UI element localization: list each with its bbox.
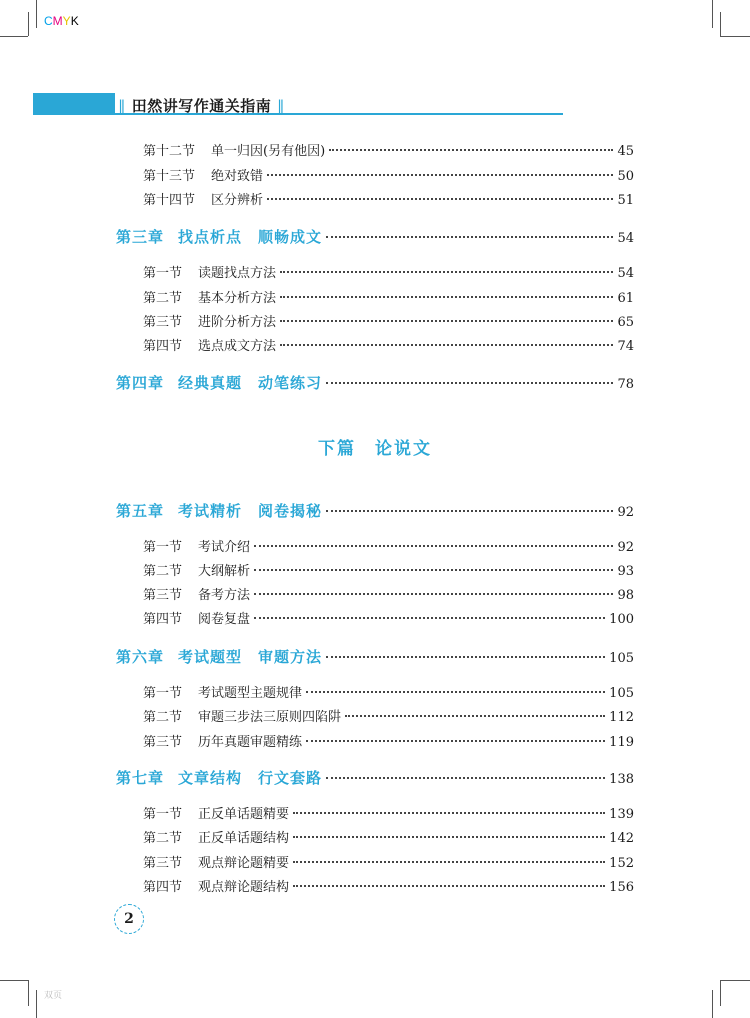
toc-entry[interactable] — [143, 165, 634, 184]
page-ref: 93 — [617, 564, 634, 579]
section-number: 第二节 — [143, 291, 183, 306]
section-number: 第十四节 — [143, 193, 196, 208]
toc-entry[interactable] — [143, 706, 634, 725]
page-ref: 78 — [617, 377, 634, 392]
toc-entry[interactable] — [143, 262, 634, 281]
page-ref: 139 — [609, 807, 634, 822]
chapter-title: 考试精析 阅卷揭秘 — [178, 502, 323, 520]
section-title: 选点成文方法 — [198, 339, 277, 354]
book-title: 田然讲写作通关指南 — [131, 97, 272, 115]
page-number: 2 — [124, 911, 134, 927]
section-title: 观点辩论题结构 — [198, 880, 290, 895]
page-ref: 105 — [609, 686, 634, 701]
cmyk-k: K — [70, 14, 79, 28]
dot-leader — [293, 885, 605, 887]
page-ref: 50 — [617, 169, 634, 184]
section-title: 审题三步法三原则四陷阱 — [198, 710, 342, 725]
dot-leader — [293, 812, 605, 814]
section-number: 第一节 — [143, 807, 183, 822]
page-ref: 92 — [617, 540, 634, 555]
crop-mark — [720, 980, 750, 981]
crop-mark — [0, 980, 28, 981]
page-ref: 51 — [617, 193, 634, 208]
toc-entry[interactable] — [143, 827, 634, 846]
toc-chapter-entry[interactable] — [116, 226, 634, 247]
chapter-title: 考试题型 审题方法 — [178, 648, 323, 666]
crop-mark — [28, 12, 29, 36]
dot-leader — [326, 777, 605, 779]
toc-entry[interactable] — [143, 140, 634, 159]
section-number: 第二节 — [143, 710, 183, 725]
section-number: 第四节 — [143, 339, 183, 354]
cmyk-c: C — [44, 14, 53, 28]
crop-mark — [712, 0, 713, 28]
section-number: 第二节 — [143, 831, 183, 846]
page-ref: 45 — [617, 144, 634, 159]
page-ref: 138 — [609, 772, 634, 787]
dot-leader — [280, 320, 613, 322]
header-bars-right: ‖ — [276, 97, 285, 115]
cmyk-m: M — [52, 14, 63, 28]
chapter-number: 第七章 — [116, 769, 165, 787]
dot-leader — [254, 569, 613, 571]
page-ref: 105 — [609, 651, 634, 666]
section-number: 第一节 — [143, 266, 183, 281]
section-number: 第二节 — [143, 564, 183, 579]
toc-entry[interactable] — [143, 584, 634, 603]
dot-leader — [345, 715, 605, 717]
toc-entry[interactable] — [143, 608, 634, 627]
page-ref: 152 — [609, 856, 634, 871]
toc-entry[interactable] — [143, 287, 634, 306]
page-ref: 61 — [617, 291, 634, 306]
page-ref: 98 — [617, 588, 634, 603]
chapter-title: 经典真题 动笔练习 — [178, 374, 323, 392]
toc-entry[interactable] — [143, 560, 634, 579]
crop-mark — [36, 990, 37, 1018]
section-title: 历年真题审题精练 — [198, 735, 303, 750]
section-title: 考试介绍 — [198, 540, 251, 555]
dot-leader — [329, 149, 613, 151]
section-title: 正反单话题精要 — [198, 807, 290, 822]
toc-entry[interactable] — [143, 536, 634, 555]
toc-entry[interactable] — [143, 876, 634, 895]
dot-leader — [326, 236, 613, 238]
dot-leader — [254, 593, 613, 595]
section-title: 正反单话题结构 — [198, 831, 290, 846]
section-number: 第一节 — [143, 686, 183, 701]
chapter-title: 文章结构 行文套路 — [178, 769, 323, 787]
chapter-number: 第六章 — [116, 648, 165, 666]
header-accent-bar — [33, 93, 115, 115]
toc-chapter-entry[interactable] — [116, 646, 634, 667]
page-ref: 119 — [609, 735, 634, 750]
part-title: 下篇 论说文 — [318, 439, 432, 459]
toc-chapter-entry[interactable] — [116, 372, 634, 393]
section-title: 备考方法 — [198, 588, 251, 603]
crop-mark — [712, 990, 713, 1018]
crop-mark — [0, 36, 28, 37]
section-title: 进阶分析方法 — [198, 315, 277, 330]
toc-entry[interactable] — [143, 852, 634, 871]
section-title: 基本分析方法 — [198, 291, 277, 306]
dot-leader — [254, 617, 605, 619]
section-title: 考试题型主题规律 — [198, 686, 303, 701]
section-title: 单一归因(另有他因) — [211, 144, 326, 159]
section-number: 第三节 — [143, 588, 183, 603]
section-title: 观点辩论题精要 — [198, 856, 290, 871]
dot-leader — [254, 545, 613, 547]
dot-leader — [293, 861, 605, 863]
footer-mark: 双页 — [44, 991, 63, 1001]
cmyk-y: Y — [62, 14, 71, 28]
page-number-badge — [114, 904, 144, 934]
dot-leader — [326, 510, 613, 512]
toc-chapter-entry[interactable] — [116, 767, 634, 788]
section-title: 大纲解析 — [198, 564, 251, 579]
section-number: 第三节 — [143, 735, 183, 750]
section-title: 绝对致错 — [211, 169, 264, 184]
crop-mark — [720, 36, 750, 37]
section-number: 第十三节 — [143, 169, 196, 184]
dot-leader — [280, 344, 613, 346]
dot-leader — [267, 198, 613, 200]
page-ref: 156 — [609, 880, 634, 895]
chapter-number: 第三章 — [116, 228, 165, 246]
page-ref: 92 — [617, 505, 634, 520]
dot-leader — [306, 691, 605, 693]
page-ref: 142 — [609, 831, 634, 846]
dot-leader — [326, 382, 613, 384]
page-ref: 65 — [617, 315, 634, 330]
page-ref: 100 — [609, 612, 634, 627]
toc-chapter-entry[interactable] — [116, 500, 634, 521]
crop-mark — [36, 0, 37, 28]
dot-leader — [306, 740, 605, 742]
crop-mark — [720, 12, 721, 36]
section-number: 第四节 — [143, 612, 183, 627]
chapter-number: 第五章 — [116, 502, 165, 520]
toc-entry[interactable] — [143, 803, 634, 822]
crop-mark — [28, 980, 29, 1006]
dot-leader — [267, 174, 613, 176]
cmyk-registration-mark — [44, 14, 79, 28]
section-number: 第三节 — [143, 856, 183, 871]
page-ref: 54 — [617, 231, 634, 246]
toc-entry[interactable] — [143, 335, 634, 354]
toc-entry[interactable] — [143, 682, 634, 701]
chapter-title: 找点析点 顺畅成文 — [178, 228, 323, 246]
section-number: 第四节 — [143, 880, 183, 895]
crop-mark — [720, 980, 721, 1006]
chapter-number: 第四章 — [116, 374, 165, 392]
section-title: 区分辨析 — [211, 193, 264, 208]
page-ref: 74 — [617, 339, 634, 354]
dot-leader — [280, 296, 613, 298]
toc-entry[interactable] — [143, 189, 634, 208]
section-number: 第一节 — [143, 540, 183, 555]
page-ref: 112 — [609, 710, 634, 725]
running-header — [118, 95, 285, 116]
toc-entry[interactable] — [143, 311, 634, 330]
dot-leader — [326, 656, 605, 658]
dot-leader — [293, 836, 605, 838]
dot-leader — [280, 271, 613, 273]
section-number: 第三节 — [143, 315, 183, 330]
section-title: 读题找点方法 — [198, 266, 277, 281]
page-ref: 54 — [617, 266, 634, 281]
section-number: 第十二节 — [143, 144, 196, 159]
header-bars-left: ‖ — [118, 97, 126, 115]
section-title: 阅卷复盘 — [198, 612, 251, 627]
toc-entry[interactable] — [143, 731, 634, 750]
